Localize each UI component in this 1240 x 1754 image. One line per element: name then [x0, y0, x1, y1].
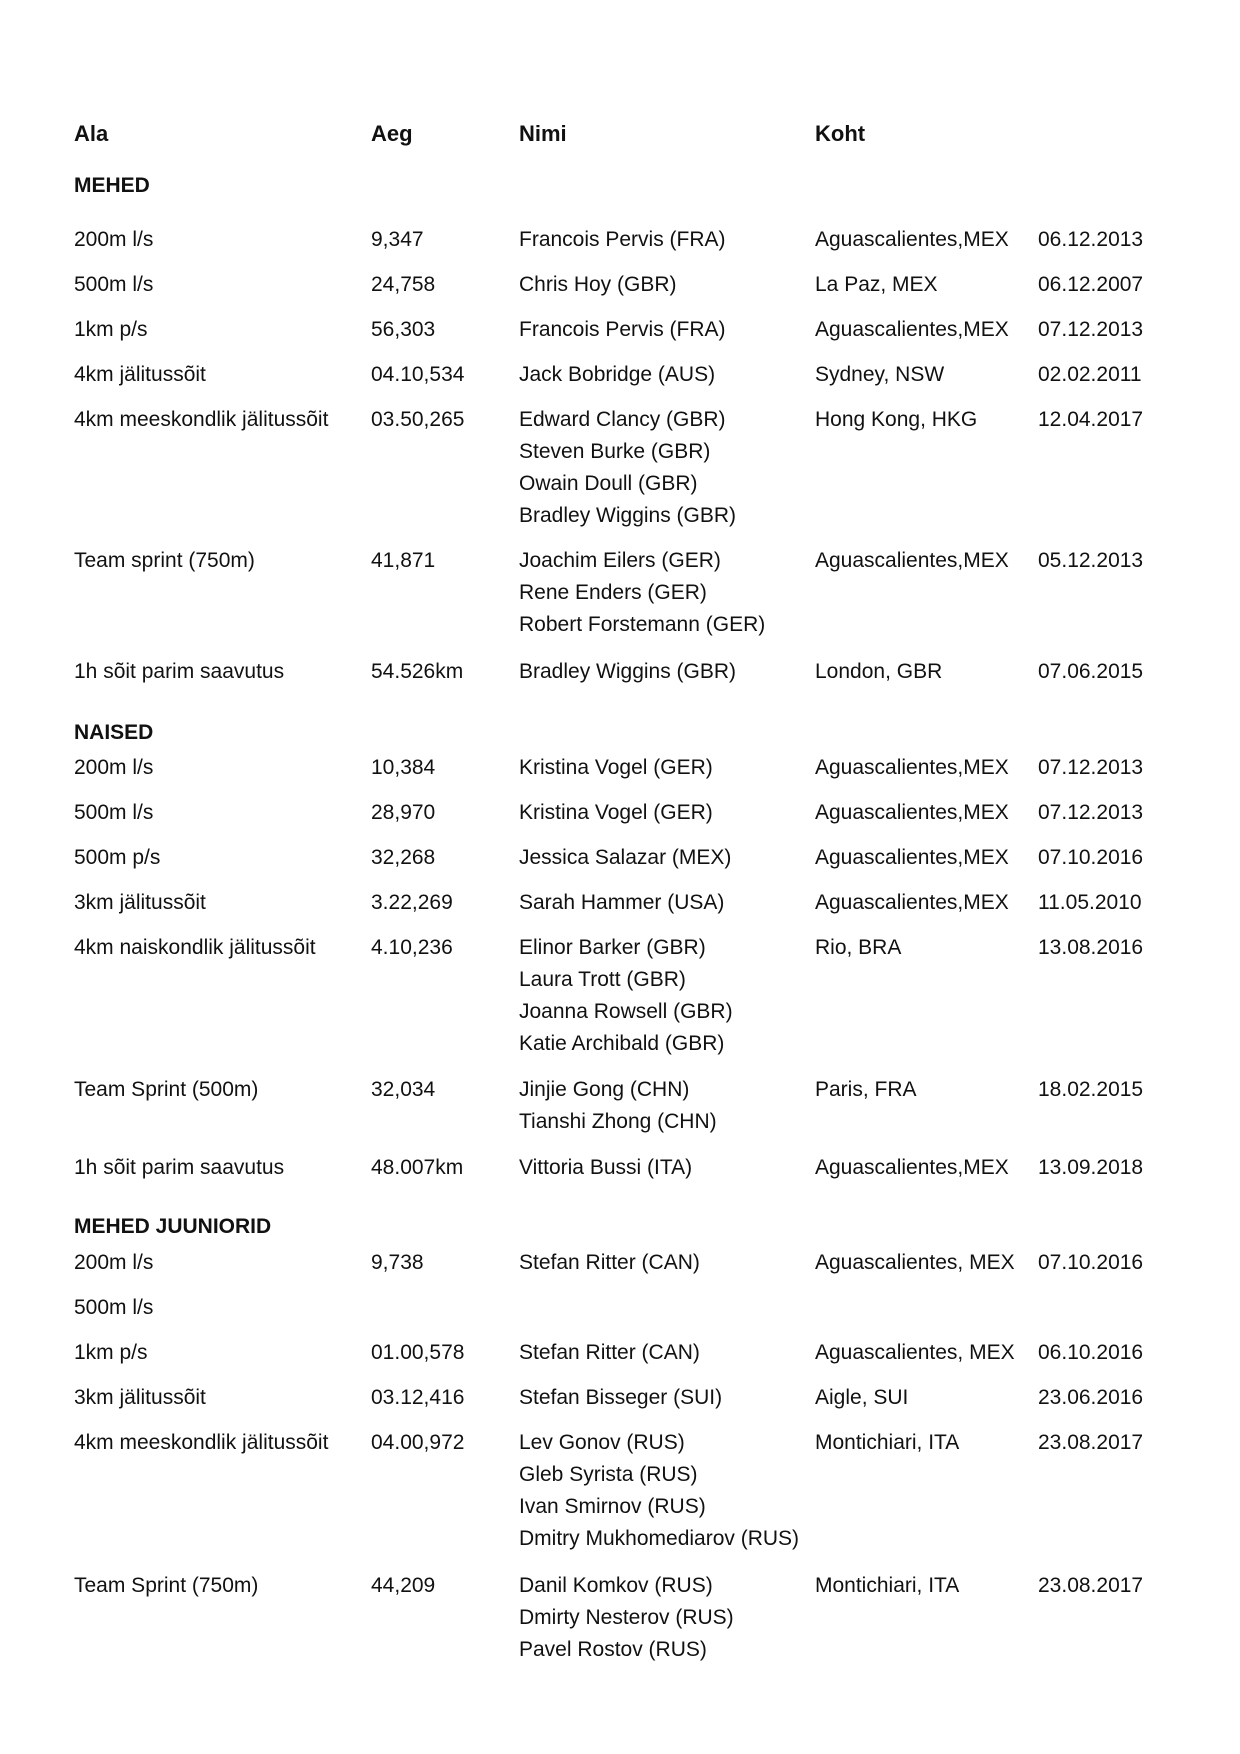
athlete-name: Joachim Eilers (GER)	[519, 549, 721, 572]
table-row	[0, 224, 1240, 256]
venue-cell: Aguascalientes,MEX	[815, 1156, 1009, 1179]
venue-cell: Montichiari, ITA	[815, 1574, 960, 1597]
venue-cell: Aguascalientes, MEX	[815, 1251, 1015, 1274]
names-cell	[519, 752, 713, 784]
time-cell: 32,034	[371, 1078, 436, 1101]
time-cell: 24,758	[371, 273, 436, 296]
header-koht: Koht	[815, 121, 866, 146]
date-cell: 07.12.2013	[1038, 756, 1144, 779]
time-cell: 9,347	[371, 228, 424, 251]
venue-cell: Aguascalientes,MEX	[815, 891, 1009, 914]
venue-cell: London, GBR	[815, 660, 943, 683]
event-cell: 3km jälitussõit	[74, 1386, 206, 1409]
event-cell: 500m l/s	[74, 273, 154, 296]
venue-cell: Aguascalientes,MEX	[815, 228, 1009, 251]
athlete-name: Laura Trott (GBR)	[519, 968, 686, 991]
table-row	[0, 1247, 1240, 1279]
time-cell: 28,970	[371, 801, 436, 824]
athlete-name: Chris Hoy (GBR)	[519, 273, 677, 296]
date-cell: 07.12.2013	[1038, 318, 1144, 341]
section-title: NAISED	[74, 721, 154, 744]
event-cell: 1km p/s	[74, 1341, 148, 1364]
section-title: MEHED JUUNIORID	[74, 1215, 272, 1238]
table-row	[0, 1382, 1240, 1414]
names-cell	[519, 842, 731, 874]
date-cell: 07.10.2016	[1038, 1251, 1144, 1274]
event-cell: 1km p/s	[74, 318, 148, 341]
names-cell	[519, 797, 713, 829]
names-cell	[519, 656, 736, 688]
event-cell: 500m p/s	[74, 846, 161, 869]
venue-cell: Aguascalientes,MEX	[815, 846, 1009, 869]
venue-cell: Rio, BRA	[815, 936, 902, 959]
date-cell: 05.12.2013	[1038, 549, 1144, 572]
time-cell: 03.50,265	[371, 408, 465, 431]
venue-cell: Hong Kong, HKG	[815, 408, 978, 431]
venue-cell: Paris, FRA	[815, 1078, 917, 1101]
event-cell: 3km jälitussõit	[74, 891, 206, 914]
names-cell	[519, 224, 726, 256]
date-cell: 23.06.2016	[1038, 1386, 1144, 1409]
date-cell: 23.08.2017	[1038, 1431, 1144, 1454]
time-cell: 41,871	[371, 549, 436, 572]
table-row	[0, 1152, 1240, 1184]
athlete-name: Bradley Wiggins (GBR)	[519, 504, 737, 527]
table-row	[0, 797, 1240, 829]
names-cell	[519, 359, 715, 391]
date-cell: 23.08.2017	[1038, 1574, 1144, 1597]
names-cell	[519, 1570, 734, 1666]
table-row	[0, 545, 1240, 641]
table-row	[0, 887, 1240, 919]
athlete-name: Rene Enders (GER)	[519, 581, 707, 604]
venue-cell: Aguascalientes,MEX	[815, 549, 1009, 572]
athlete-name: Gleb Syrista (RUS)	[519, 1463, 698, 1486]
event-cell: Team Sprint (500m)	[74, 1078, 259, 1101]
names-cell	[519, 1074, 717, 1138]
athlete-name: Tianshi Zhong (CHN)	[519, 1110, 717, 1133]
time-cell: 04.10,534	[371, 363, 465, 386]
date-cell: 06.12.2007	[1038, 273, 1144, 296]
event-cell: 4km jälitussõit	[74, 363, 206, 386]
table-row	[0, 1570, 1240, 1666]
time-cell: 56,303	[371, 318, 436, 341]
names-cell	[519, 1427, 799, 1555]
athlete-name: Stefan Bisseger (SUI)	[519, 1386, 723, 1409]
time-cell: 4.10,236	[371, 936, 453, 959]
time-cell: 48.007km	[371, 1156, 464, 1179]
table-row	[0, 404, 1240, 532]
athlete-name: Edward Clancy (GBR)	[519, 408, 726, 431]
athlete-name: Ivan Smirnov (RUS)	[519, 1495, 706, 1518]
venue-cell: Aigle, SUI	[815, 1386, 909, 1409]
athlete-name: Vittoria Bussi (ITA)	[519, 1156, 693, 1179]
date-cell: 06.10.2016	[1038, 1341, 1144, 1364]
names-cell	[519, 545, 765, 641]
header-aeg: Aeg	[371, 121, 413, 146]
athlete-name: Jessica Salazar (MEX)	[519, 846, 732, 869]
event-cell: 1h sõit parim saavutus	[74, 660, 285, 683]
table-row	[0, 314, 1240, 346]
time-cell: 44,209	[371, 1574, 436, 1597]
names-cell	[519, 314, 726, 346]
athlete-name: Sarah Hammer (USA)	[519, 891, 725, 914]
names-cell	[519, 932, 733, 1060]
athlete-name: Francois Pervis (FRA)	[519, 228, 726, 251]
event-cell: Team sprint (750m)	[74, 549, 255, 572]
time-cell: 10,384	[371, 756, 436, 779]
table-row	[0, 932, 1240, 1060]
time-cell: 3.22,269	[371, 891, 453, 914]
time-cell: 03.12,416	[371, 1386, 465, 1409]
time-cell: 54.526km	[371, 660, 464, 683]
venue-cell: La Paz, MEX	[815, 273, 938, 296]
header-ala: Ala	[74, 121, 109, 146]
table-row	[0, 269, 1240, 301]
date-cell: 07.10.2016	[1038, 846, 1144, 869]
event-cell: 200m l/s	[74, 756, 154, 779]
names-cell	[519, 1382, 722, 1414]
athlete-name: Dmitry Mukhomediarov (RUS)	[519, 1527, 800, 1550]
table-row	[0, 752, 1240, 784]
names-cell	[519, 1247, 700, 1279]
athlete-name: Joanna Rowsell (GBR)	[519, 1000, 733, 1023]
event-cell: 200m l/s	[74, 228, 154, 251]
date-cell: 18.02.2015	[1038, 1078, 1144, 1101]
date-cell: 11.05.2010	[1038, 891, 1142, 914]
table-row	[0, 842, 1240, 874]
table-row	[0, 1074, 1240, 1138]
event-cell: 4km meeskondlik jälitussõit	[74, 408, 329, 431]
event-cell: Team Sprint (750m)	[74, 1574, 259, 1597]
event-cell: 500m l/s	[74, 801, 154, 824]
athlete-name: Dmirty Nesterov (RUS)	[519, 1606, 734, 1629]
names-cell	[519, 1337, 700, 1369]
athlete-name: Stefan Ritter (CAN)	[519, 1251, 700, 1274]
table-row	[0, 1337, 1240, 1369]
event-cell: 200m l/s	[74, 1251, 154, 1274]
table-row	[0, 359, 1240, 391]
event-cell: 4km meeskondlik jälitussõit	[74, 1431, 329, 1454]
time-cell: 9,738	[371, 1251, 424, 1274]
event-cell: 500m l/s	[74, 1296, 154, 1319]
time-cell: 01.00,578	[371, 1341, 465, 1364]
athlete-name: Kristina Vogel (GER)	[519, 801, 713, 824]
date-cell: 13.09.2018	[1038, 1156, 1144, 1179]
time-cell: 32,268	[371, 846, 436, 869]
athlete-name: Lev Gonov (RUS)	[519, 1431, 685, 1454]
event-cell: 4km naiskondlik jälitussõit	[74, 936, 316, 959]
venue-cell: Montichiari, ITA	[815, 1431, 960, 1454]
athlete-name: Jinjie Gong (CHN)	[519, 1078, 690, 1101]
athlete-name: Katie Archibald (GBR)	[519, 1032, 725, 1055]
athlete-name: Steven Burke (GBR)	[519, 440, 711, 463]
table-row	[0, 1292, 1240, 1324]
table-row	[0, 1427, 1240, 1555]
names-cell	[519, 1152, 692, 1184]
table-row	[0, 656, 1240, 688]
athlete-name: Pavel Rostov (RUS)	[519, 1638, 707, 1661]
event-cell: 1h sõit parim saavutus	[74, 1156, 285, 1179]
athlete-name: Owain Doull (GBR)	[519, 472, 698, 495]
date-cell: 02.02.2011	[1038, 363, 1142, 386]
venue-cell: Aguascalientes,MEX	[815, 756, 1009, 779]
section-title: MEHED	[74, 174, 150, 197]
names-cell	[519, 269, 677, 301]
date-cell: 06.12.2013	[1038, 228, 1144, 251]
athlete-name: Stefan Ritter (CAN)	[519, 1341, 700, 1364]
athlete-name: Kristina Vogel (GER)	[519, 756, 713, 779]
date-cell: 13.08.2016	[1038, 936, 1144, 959]
names-cell	[519, 404, 736, 532]
athlete-name: Elinor Barker (GBR)	[519, 936, 706, 959]
venue-cell: Sydney, NSW	[815, 363, 945, 386]
date-cell: 07.12.2013	[1038, 801, 1144, 824]
athlete-name: Jack Bobridge (AUS)	[519, 363, 716, 386]
date-cell: 12.04.2017	[1038, 408, 1144, 431]
venue-cell: Aguascalientes,MEX	[815, 318, 1009, 341]
athlete-name: Robert Forstemann (GER)	[519, 613, 766, 636]
athlete-name: Bradley Wiggins (GBR)	[519, 660, 737, 683]
time-cell: 04.00,972	[371, 1431, 465, 1454]
venue-cell: Aguascalientes,MEX	[815, 801, 1009, 824]
athlete-name: Danil Komkov (RUS)	[519, 1574, 713, 1597]
names-cell	[519, 887, 724, 919]
date-cell: 07.06.2015	[1038, 660, 1144, 683]
athlete-name: Francois Pervis (FRA)	[519, 318, 726, 341]
header-nimi: Nimi	[519, 121, 567, 146]
venue-cell: Aguascalientes, MEX	[815, 1341, 1015, 1364]
